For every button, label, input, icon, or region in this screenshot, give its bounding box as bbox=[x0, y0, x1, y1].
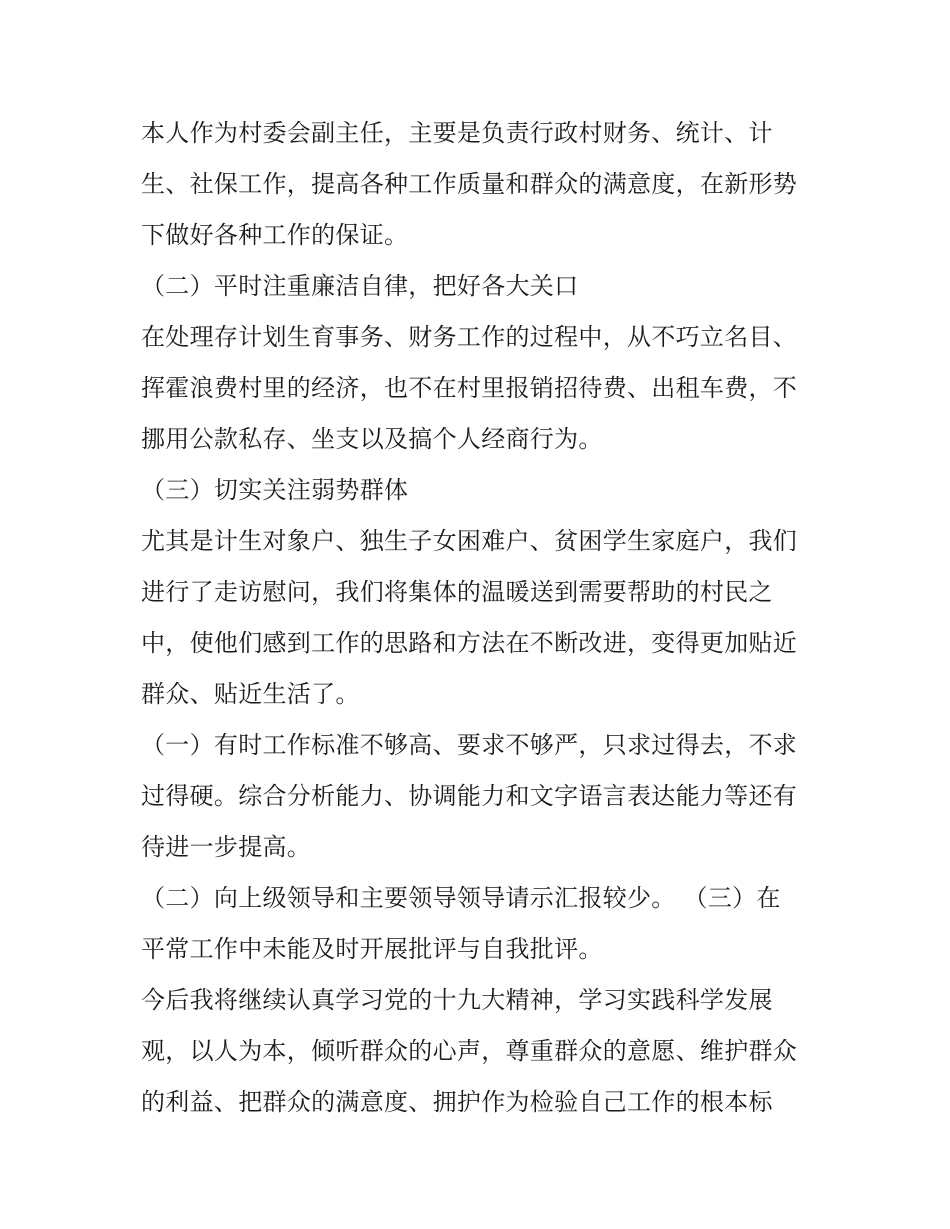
document-body bbox=[141, 108, 816, 1128]
text-line: 进行了走访慰问，我们将集体的温暖送到需要帮助的村民之 bbox=[141, 578, 773, 606]
text-line: 群众、贴近生活了。 bbox=[141, 680, 360, 708]
text-line: （二）向上级领导和主要领导领导请示汇报较少。 （三）在 bbox=[141, 884, 781, 912]
text-line: 挪用公款私存、坐支以及搞个人经商行为。 bbox=[141, 425, 603, 453]
text-line: 中，使他们感到工作的思路和方法在不断改进，变得更加贴近 bbox=[141, 629, 798, 657]
text-line: 待进一步提高。 bbox=[141, 833, 312, 861]
text-line: 的利益、把群众的满意度、拥护作为检验自己工作的根本标 bbox=[141, 1088, 773, 1116]
text-line: 本人作为村委会副主任，主要是负责行政村财务、统计、计 bbox=[141, 119, 773, 147]
text-line: 尤其是计生对象户、独生子女困难户、贫困学生家庭户，我们 bbox=[141, 527, 798, 555]
text-line: 观，以人为本，倾听群众的心声，尊重群众的意愿、维护群众 bbox=[141, 1037, 798, 1065]
text-line: 今后我将继续认真学习党的十九大精神，学习实践科学发展 bbox=[141, 986, 773, 1014]
section-heading: （二）平时注重廉洁自律，把好各大关口 bbox=[141, 272, 579, 300]
text-line: （一）有时工作标准不够高、要求不够严，只求过得去，不求 bbox=[141, 731, 798, 759]
text-line: 生、社保工作，提高各种工作质量和群众的满意度，在新形势 bbox=[141, 170, 798, 198]
text-line: 在处理存计划生育事务、财务工作的过程中，从不巧立名目、 bbox=[141, 323, 798, 351]
section-heading: （三）切实关注弱势群体 bbox=[141, 476, 409, 504]
text-line: 平常工作中未能及时开展批评与自我批评。 bbox=[141, 935, 603, 963]
text-line: 下做好各种工作的保证。 bbox=[141, 221, 409, 249]
text-line: 挥霍浪费村里的经济，也不在村里报销招待费、出租车费，不 bbox=[141, 374, 798, 402]
text-line: 过得硬。综合分析能力、协调能力和文字语言表达能力等还有 bbox=[141, 782, 798, 810]
